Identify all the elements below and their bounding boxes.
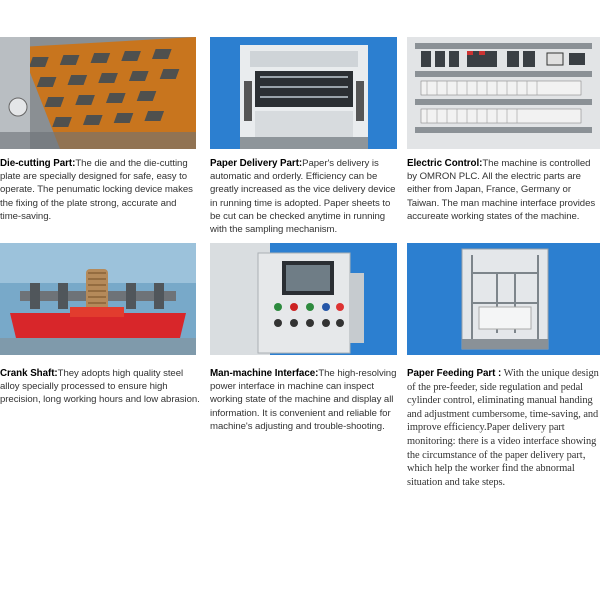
die-cutting-text: The die and the die-cutting plate are specially designed for safe, easy to operate. The penumatic locking device makes the fixing of the plate strong, accurate and time-saving. — [0, 158, 193, 222]
paper-feeding-text: With the unique design of the pre-feeder, side regulation and pedal cylinder control, eliminating manual handing and adjustment cumbersome, time-saving, and improve efficiency.Paper delivery part monitoring: there is a video interface showing the circumstance of the paper delivery part， which help the worker find the abnormal situation and take steps. — [407, 368, 599, 488]
electric-control-title: Electric Control: — [407, 158, 483, 169]
paper-delivery-text: Paper's delivery is automatic and orderly. Efficiency can be greatly increased as the vice delivery device in running time is adopted. Paper sheets to be cut can be checked anytime in running with the sampling mechanism. — [210, 158, 396, 236]
die-cutting-caption — [0, 157, 200, 223]
electric-control-text: The machine is controlled by OMRON PLC. All the electric parts are either from Japan, France, Germany or Taiwan. The man machine interface provides accureate working states of the machine. — [407, 158, 596, 222]
man-machine-photo — [210, 243, 397, 355]
man-machine-caption — [210, 367, 398, 433]
die-cutting-photo — [0, 37, 196, 149]
die-cutting-title: Die-cutting Part: — [0, 158, 76, 169]
electric-control-photo — [407, 37, 600, 149]
man-machine-title: Man-machine Interface: — [210, 368, 319, 379]
paper-feeding-caption — [407, 367, 600, 489]
paper-feeding-photo — [407, 243, 600, 355]
electric-control-caption — [407, 157, 600, 223]
crank-shaft-title: Crank Shaft: — [0, 368, 58, 379]
man-machine-text: The high-resolving power interface in machine can inspect working state of the machine and display all information. It is convenient and reliable for machine's adjusting and trouble-shooting. — [210, 368, 397, 432]
paper-delivery-photo — [210, 37, 397, 149]
paper-delivery-caption — [210, 157, 398, 236]
crank-shaft-photo — [0, 243, 196, 355]
crank-shaft-text: They adopts high quality steel alloy specially processed to ensure high precision, long working hours and low abrasion. — [0, 368, 200, 406]
crank-shaft-caption — [0, 367, 200, 407]
paper-feeding-title: Paper Feeding Part : — [407, 368, 502, 379]
paper-delivery-title: Paper Delivery Part: — [210, 158, 303, 169]
